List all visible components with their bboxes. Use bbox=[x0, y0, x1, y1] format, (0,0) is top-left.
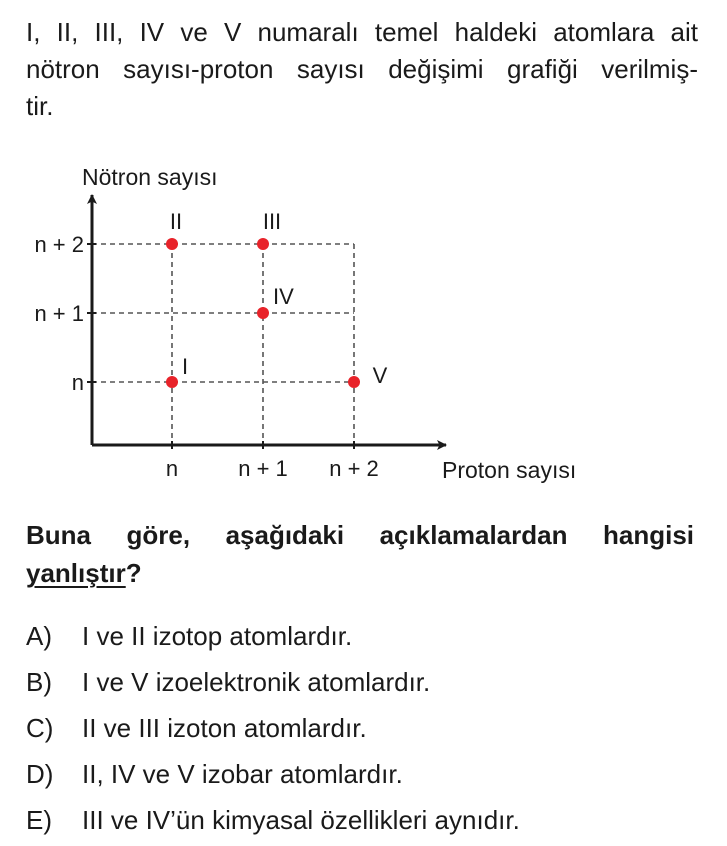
question-suffix: ? bbox=[125, 558, 142, 588]
intro-line-3: tir. bbox=[26, 91, 54, 121]
intro-line-1: I, II, III, IV ve V numaralı temel haldeki atomlara ait bbox=[26, 17, 698, 47]
data-point-label: II bbox=[169, 209, 183, 234]
y-tick-label: n + 1 bbox=[34, 301, 84, 326]
x-tick-label: n + 2 bbox=[329, 456, 379, 481]
option-letter: C) bbox=[26, 713, 54, 743]
x-axis-label: Proton sayısı bbox=[442, 457, 577, 483]
data-point-iii bbox=[257, 238, 269, 250]
option-a[interactable] bbox=[26, 616, 520, 662]
option-text: III ve IV’ün kimyasal özellikleri aynıdır. bbox=[82, 805, 520, 835]
option-b[interactable] bbox=[26, 662, 520, 708]
option-c[interactable] bbox=[26, 708, 520, 754]
option-text: II ve III izoton atomlardır. bbox=[82, 713, 367, 743]
option-letter: D) bbox=[26, 759, 54, 789]
y-tick-label: n bbox=[71, 370, 84, 395]
data-point-i bbox=[166, 376, 178, 388]
y-axis-label: Nötron sayısı bbox=[82, 164, 218, 190]
answer-options bbox=[26, 616, 520, 846]
y-tick-label: n + 2 bbox=[34, 232, 84, 257]
option-d[interactable] bbox=[26, 754, 520, 800]
intro-line-2: nötron sayısı-proton sayısı değişimi grafiği verilmiş- bbox=[26, 54, 698, 84]
question-emphasis: yanlıştır bbox=[26, 558, 126, 588]
question-prefix: Buna göre, aşağıdaki açıklamalardan hangisi bbox=[26, 520, 694, 550]
x-tick-label: n + 1 bbox=[238, 456, 288, 481]
option-letter: A) bbox=[26, 621, 52, 651]
data-point-label: IV bbox=[273, 284, 294, 309]
option-text: I ve V izoelektronik atomlardır. bbox=[82, 667, 431, 697]
option-letter: B) bbox=[26, 667, 52, 697]
question-intro bbox=[26, 14, 698, 125]
data-point-label: V bbox=[372, 363, 388, 388]
data-point-v bbox=[348, 376, 360, 388]
data-point-label: I bbox=[182, 354, 189, 379]
data-point-label: III bbox=[262, 209, 282, 234]
data-point-iv bbox=[257, 307, 269, 319]
neutron-proton-chart bbox=[0, 150, 727, 490]
option-e[interactable] bbox=[26, 800, 520, 846]
option-text: I ve II izotop atomlardır. bbox=[82, 621, 353, 651]
question-stem bbox=[26, 516, 694, 592]
option-text: II, IV ve V izobar atomlardır. bbox=[82, 759, 403, 789]
data-point-ii bbox=[166, 238, 178, 250]
x-tick-label: n bbox=[165, 456, 179, 481]
option-letter: E) bbox=[26, 805, 52, 835]
